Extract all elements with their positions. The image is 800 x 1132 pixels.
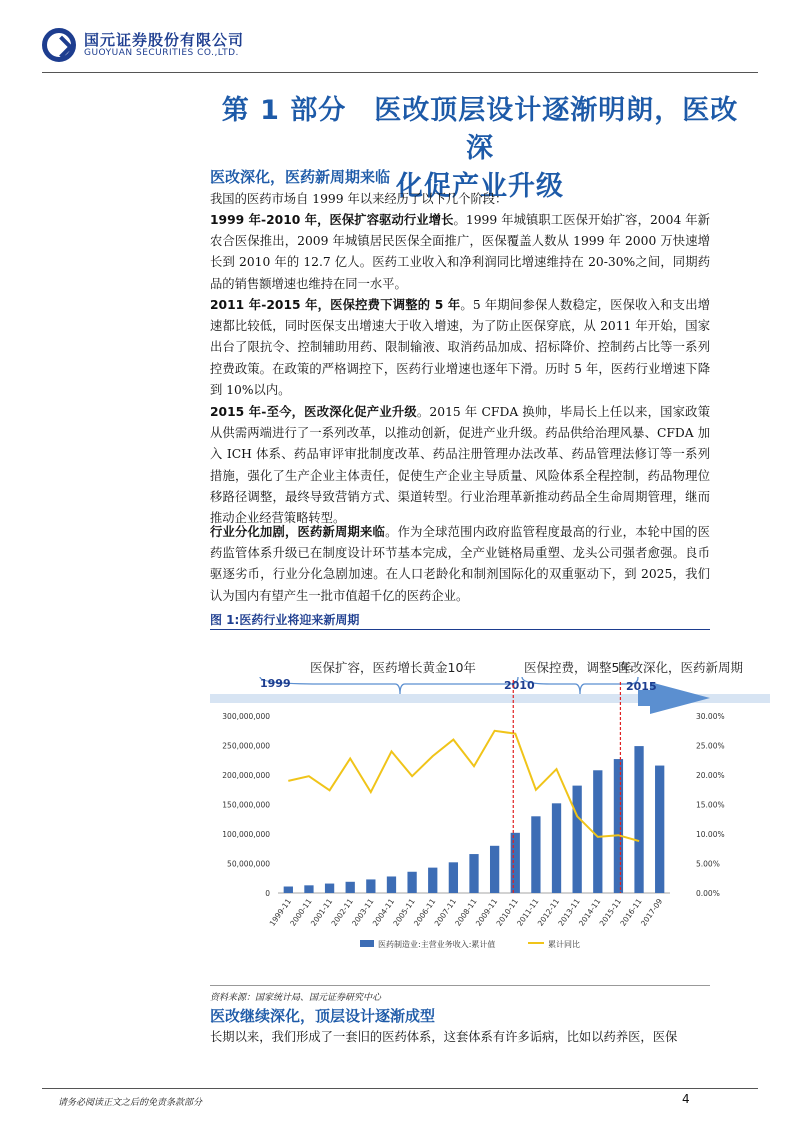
brace-phase2	[522, 677, 638, 694]
legend-label-revenue: 医药制造业:主营业务收入:累计值	[378, 940, 496, 949]
bar-revenue	[490, 846, 499, 893]
x-tick-label: 2006-11	[412, 896, 438, 928]
header-divider	[42, 72, 758, 73]
x-tick-label: 2001-11	[308, 896, 335, 928]
paragraph-2011-2015	[210, 295, 710, 401]
industry-cycle-chart	[210, 632, 744, 984]
p4-bold: 行业分化加剧，医药新周期来临	[210, 525, 386, 539]
bar-revenue	[655, 766, 664, 893]
timeline-year-2010: 2010	[504, 679, 535, 692]
timeline-phase2-label: 医保控费，调整5年	[524, 660, 632, 675]
bar-revenue	[449, 862, 458, 893]
y-right-tick-label: 10.00%	[696, 830, 725, 839]
x-tick-label: 2007-11	[432, 896, 459, 928]
bar-revenue	[593, 770, 602, 893]
paragraph-1999-2010	[210, 210, 710, 295]
x-tick-label: 2016-11	[618, 896, 644, 928]
figure-caption: 图 1:医药行业将迎来新周期	[210, 613, 360, 627]
y-right-tick-label: 5.00%	[696, 859, 720, 869]
p3-bold: 2015 年-至今，医改深化促产业升级	[210, 405, 417, 419]
bar-revenue	[634, 746, 643, 893]
y-left-tick-label: 100,000,000	[222, 830, 270, 839]
bar-revenue	[325, 884, 334, 893]
p2-bold: 2011 年-2015 年，医保控费下调整的 5 年	[210, 298, 461, 312]
y-right-tick-label: 20.00%	[696, 771, 725, 780]
bar-revenue	[346, 882, 355, 893]
x-tick-label: 2002-11	[329, 896, 355, 928]
paragraph-new-cycle	[210, 522, 710, 607]
y-left-tick-label: 0	[265, 889, 270, 898]
company-name-cn: 国元证券股份有限公司	[84, 31, 245, 49]
y-right-tick-label: 30.00%	[696, 712, 725, 721]
footer-divider	[42, 1088, 758, 1089]
p1-bold: 1999 年-2010 年，医保扩容驱动行业增长	[210, 213, 454, 227]
x-tick-label: 2017-09	[638, 896, 665, 928]
x-tick-label: 2003-11	[350, 896, 376, 928]
x-tick-label: 2012-11	[535, 896, 562, 928]
page-number: 4	[682, 1092, 690, 1106]
bar-revenue	[469, 854, 478, 893]
bar-revenue	[614, 759, 623, 893]
y-right-tick-label: 25.00%	[696, 741, 725, 751]
y-left-tick-label: 250,000,000	[222, 741, 270, 751]
bar-revenue	[573, 786, 582, 893]
section2-paragraph	[210, 1027, 710, 1048]
intro-paragraph	[210, 189, 710, 210]
bar-revenue	[531, 816, 540, 893]
y-left-tick-label: 50,000,000	[227, 859, 270, 869]
page-title-line1: 第 1 部分 医改顶层设计逐渐明朗，医改深	[221, 95, 739, 164]
timeline-phase3-label: 医改深化，医药新周期	[618, 660, 744, 675]
bar-revenue	[366, 879, 375, 893]
p2-text: 。5 年期间参保人数稳定，医保收入和支出增速都比较低，同时医保支出增速大于收入增速，为了防止医保穿底，从 2011 年开始，国家出台了限抗令、控制辅助用药、限制输液、取消药品加成、招标降价、控制药占比等一系列控费政策。在政策的严格调控下，医药行业增速也逐年下滑。历时 5 年，医药行业增速下降到 10%以内。	[210, 298, 711, 397]
chart-legend	[360, 939, 580, 949]
x-tick-label: 2000-11	[288, 896, 314, 928]
bar-revenue	[407, 872, 416, 893]
x-tick-label: 2004-11	[370, 896, 397, 928]
section2-text: 长期以来，我们形成了一套旧的医药体系，这套体系有许多诟病，比如以药养医，医保	[210, 1030, 678, 1044]
paragraph-2015-now	[210, 402, 710, 529]
legend-label-growth: 累计同比	[548, 940, 580, 949]
y-right-tick-label: 0.00%	[696, 889, 720, 898]
brace-phase1	[260, 677, 518, 694]
figure-bottom-rule	[210, 985, 710, 986]
x-tick-label: 2011-11	[515, 896, 541, 928]
section-heading-1: 医改深化，医药新周期来临	[210, 168, 391, 186]
p4-text: 。作为全球范围内政府监管程度最高的行业，本轮中国的医药监管体系升级已在制度设计环节基本完成，全产业链格局重塑、龙头公司强者愈强。良币驱逐劣币，行业分化急剧加速。在人口老龄化和制剂国际化的双重驱动下，到 2025，我们认为国内有望产生一批市值超千亿的医药企业。	[210, 525, 710, 603]
company-header	[42, 28, 342, 68]
y-right-tick-label: 15.00%	[696, 800, 725, 810]
x-tick-label: 2013-11	[556, 896, 582, 928]
bar-revenue	[428, 868, 437, 893]
x-tick-label: 2014-11	[577, 896, 603, 928]
intro-text: 我国的医药市场自 1999 年以来经历了以下几个阶段：	[210, 192, 508, 206]
bar-revenue	[284, 887, 293, 893]
company-logo-icon	[42, 28, 76, 62]
figure-source: 资料来源：国家统计局、国元证券研究中心	[210, 993, 382, 1003]
company-name-en: GUOYUAN SECURITIES CO.,LTD.	[84, 48, 239, 58]
page-title-line2: 化促产业升级	[396, 171, 564, 202]
bar-revenue	[304, 885, 313, 893]
footer-disclaimer: 请务必阅读正文之后的免责条款部分	[58, 1098, 203, 1108]
y-left-tick-label: 300,000,000	[222, 712, 270, 721]
x-tick-label: 2015-11	[597, 896, 624, 928]
timeline	[210, 660, 770, 714]
x-tick-label: 2009-11	[473, 896, 500, 928]
timeline-phase1-label: 医保扩容，医药增长黄金10年	[310, 660, 476, 675]
timeline-arrow-icon	[650, 682, 710, 714]
bar-revenue	[511, 833, 520, 893]
bar-revenue	[387, 876, 396, 893]
section-heading-2: 医改继续深化，顶层设计逐渐成型	[210, 1007, 436, 1025]
p1-text: 。1999 年城镇职工医保开始扩容，2004 年新农合医保推出，2009 年城镇居民医保全面推广，医保覆盖人数从 1999 年 2000 万快速增长到 2010 年的 12.7 亿人。医药工业收入和净利润同比增速维持在 20-30%之间，同期药品的销售额增速也维持在同一水平。	[210, 213, 710, 291]
figure-top-rule	[210, 629, 710, 630]
y-left-tick-label: 150,000,000	[222, 800, 270, 810]
y-left-tick-label: 200,000,000	[222, 771, 270, 780]
x-tick-label: 2010-11	[494, 896, 520, 928]
p3-text: 。2015 年 CFDA 换帅，毕局长上任以来，国家政策从供需两端进行了一系列改革，以推动创新，促进产业升级。药品供给治理风暴、CFDA 加入 ICH 体系、药品审评审批制度改革、药品注册管理办法改革、药品管理法修订等一系列措施，强化了生产企业主体责任，促使生产企业主导质量、风险体系全程控制，药品物理位移路径调整，最终导致营销方式、渠道转型。行业治理革新推动药品全生命周期管理，继而推动企业经营策略转型。	[210, 405, 710, 526]
growth-line	[288, 731, 639, 841]
x-tick-label: 2008-11	[453, 896, 479, 928]
timeline-year-1999: 1999	[260, 677, 291, 690]
bar-revenue	[552, 803, 561, 893]
timeline-year-2015: 2015	[626, 680, 657, 693]
x-tick-label: 2005-11	[391, 896, 417, 928]
x-tick-label: 1999-11	[267, 896, 293, 928]
legend-swatch-revenue	[360, 940, 374, 947]
